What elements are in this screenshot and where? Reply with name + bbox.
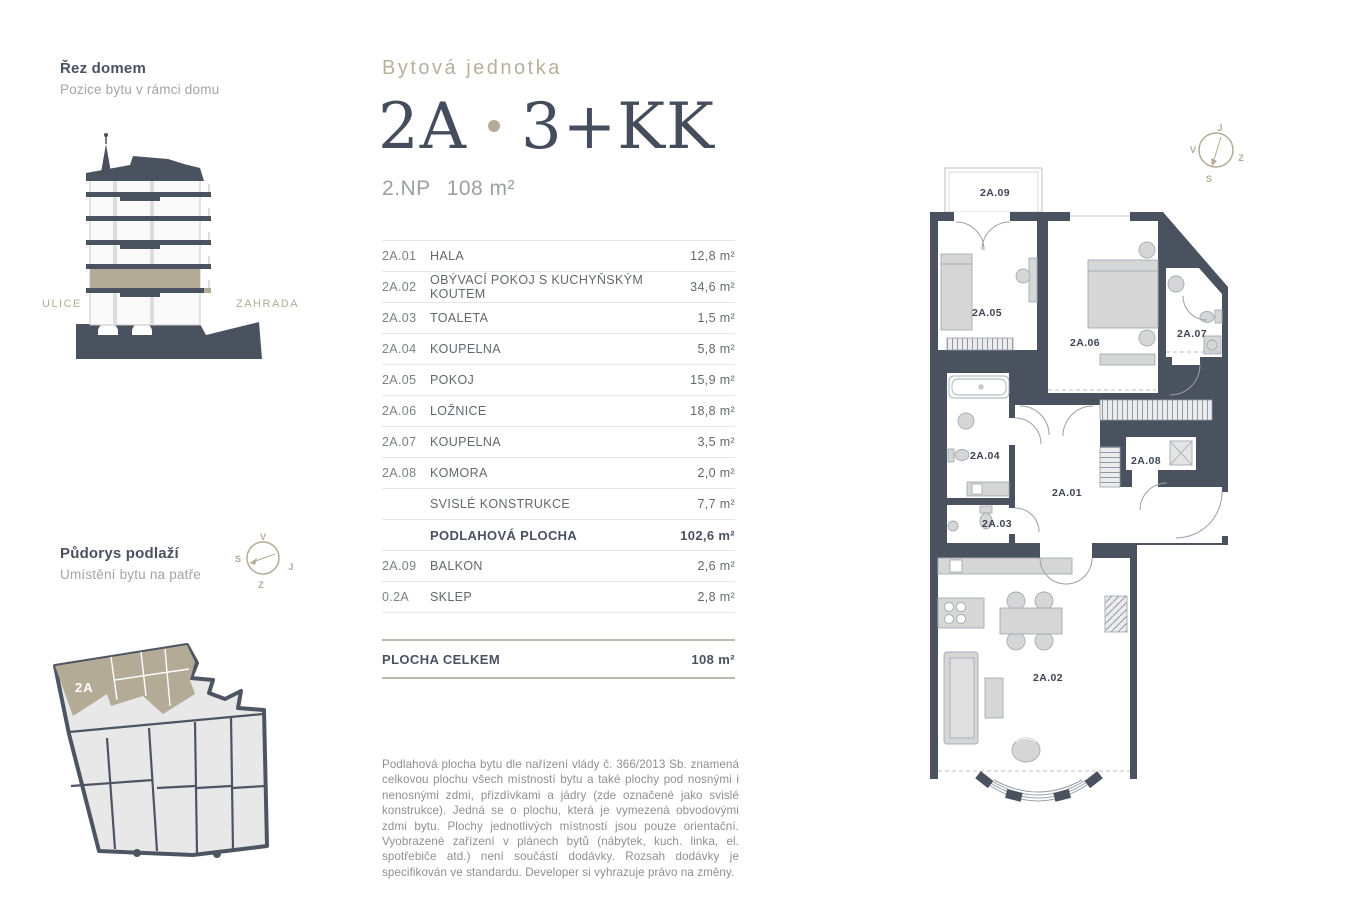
room-name: HALA [430,249,465,263]
total-area: 108 m² [691,651,735,667]
room-code: 2A.04 [382,342,417,356]
room-code: 2A.06 [382,404,417,418]
table-row [382,551,735,582]
svg-text:S: S [234,554,242,564]
room-code: 2A.08 [382,466,417,480]
room-name: SKLEP [430,590,473,604]
room-area: 1,5 m² [697,311,735,325]
room-label-2a08: 2A.08 [1130,455,1162,467]
room-name: KOUPELNA [430,342,501,356]
floor-overview-plan [45,630,315,878]
garden-label: ZAHRADA [236,298,300,310]
street-label: ULICE [42,298,82,310]
room-code: 2A.07 [382,435,417,449]
dot-separator-icon [488,120,500,132]
svg-text:V: V [259,532,267,542]
table-row [382,396,735,427]
table-row [382,272,735,303]
room-label-2a07: 2A.07 [1176,328,1208,340]
room-name: POKOJ [430,373,475,387]
apartment-floor-plan [918,156,1236,824]
room-name: KOMORA [430,466,488,480]
room-name: PODLAHOVÁ PLOCHA [430,527,578,543]
unit-floor: 2.NP [382,177,431,200]
section-cut-title: Řez domem [60,60,146,77]
room-area: 102,6 m² [680,527,735,543]
room-area: 5,8 m² [697,342,735,356]
floor-overview-subtitle: Umístění bytu na patře [60,567,201,582]
compass-floor-icon [225,522,305,594]
svg-text:S: S [1205,174,1213,184]
spire [100,144,112,178]
room-label-2a03: 2A.03 [981,518,1013,530]
table-row [382,489,735,520]
svg-text:Z: Z [258,580,264,590]
unit-floor-area [382,177,531,201]
room-area: 2,6 m² [697,559,735,573]
room-label-2a02: 2A.02 [1032,672,1064,684]
table-row [382,458,735,489]
room-label-2a01: 2A.01 [1051,487,1083,499]
room-label-2a04: 2A.04 [969,450,1001,462]
section-cut-heading [60,60,219,97]
room-code: 2A.02 [382,280,417,294]
floor-overview-heading [60,545,201,582]
room-area: 2,8 m² [697,590,735,604]
svg-text:V: V [1189,145,1197,155]
room-code: 2A.01 [382,249,417,263]
section-cut-subtitle: Pozice bytu v rámci domu [60,82,220,97]
room-name: LOŽNICE [430,404,487,418]
balconies [204,184,211,293]
table-row [382,427,735,458]
unit-total-area: 108 m² [446,177,516,200]
total-name: PLOCHA CELKEM [382,651,501,667]
table-row [382,334,735,365]
room-label-2a09: 2A.09 [979,187,1011,199]
table-row [382,303,735,334]
unit-id: 2A [378,90,467,164]
room-code: 0.2A [382,590,410,604]
unit-layout: 3+KK [520,90,715,164]
table-row [382,582,735,613]
highlighted-floor [90,269,200,288]
room-area: 18,8 m² [690,404,735,418]
table-row [382,241,735,272]
room-code: 2A.09 [382,559,417,573]
room-name: TOALETA [430,311,489,325]
area-table-body [382,240,735,613]
room-area: 3,5 m² [697,435,735,449]
room-name: BALKON [430,559,483,573]
disclaimer-text: Podlahová plocha bytu dle nařízení vlády č. 366/2013 Sb. znamená celkovou plochu všech místností bytu a také plochy pod nosnými i nenosnými zdmi, přizdívkami a jádry (zde označené jako svislé konstrukce). Jedná se o plochu, která je vymezená obvodovými zdmi bytu. Plochy jednotlivých místností jsou pouze orientační. Vyobrazené zařízení v plánech bytů (nábytek, kuch. linka, el. spotřebiče atd.) není součástí dodávky. Rozsah dodávky je specifikován ve standardu. Developer si vyhrazuje právo na změny. [382,758,739,879]
building-section-diagram [40,128,320,366]
balcony-outline [945,168,1042,212]
table-total-row [382,639,735,679]
unit-2a-label: 2A [75,680,94,695]
room-name: KOUPELNA [430,435,501,449]
room-label-2a06: 2A.06 [1069,337,1101,349]
floor-overview-title: Půdorys podlaží [60,545,179,562]
svg-text:J: J [1217,123,1223,133]
svg-text:J: J [288,562,294,572]
svg-text:Z: Z [1238,153,1244,163]
room-code: 2A.03 [382,311,417,325]
room-label-2a05: 2A.05 [971,307,1003,319]
room-area: 2,0 m² [697,466,735,480]
room-area: 15,9 m² [690,373,735,387]
table-row [382,365,735,396]
room-area: 7,7 m² [697,497,735,511]
room-area: 12,8 m² [690,249,735,263]
table-row [382,520,735,551]
room-code: 2A.05 [382,373,417,387]
room-name: OBÝVACÍ POKOJ S KUCHYŇSKÝM KOUTEM [430,273,644,301]
room-name: SVISLÉ KONSTRUKCE [430,497,571,511]
unit-eyebrow: Bytová jednotka [382,57,562,79]
room-area: 34,6 m² [690,280,735,294]
unit-title [378,90,715,164]
area-table [382,240,735,679]
